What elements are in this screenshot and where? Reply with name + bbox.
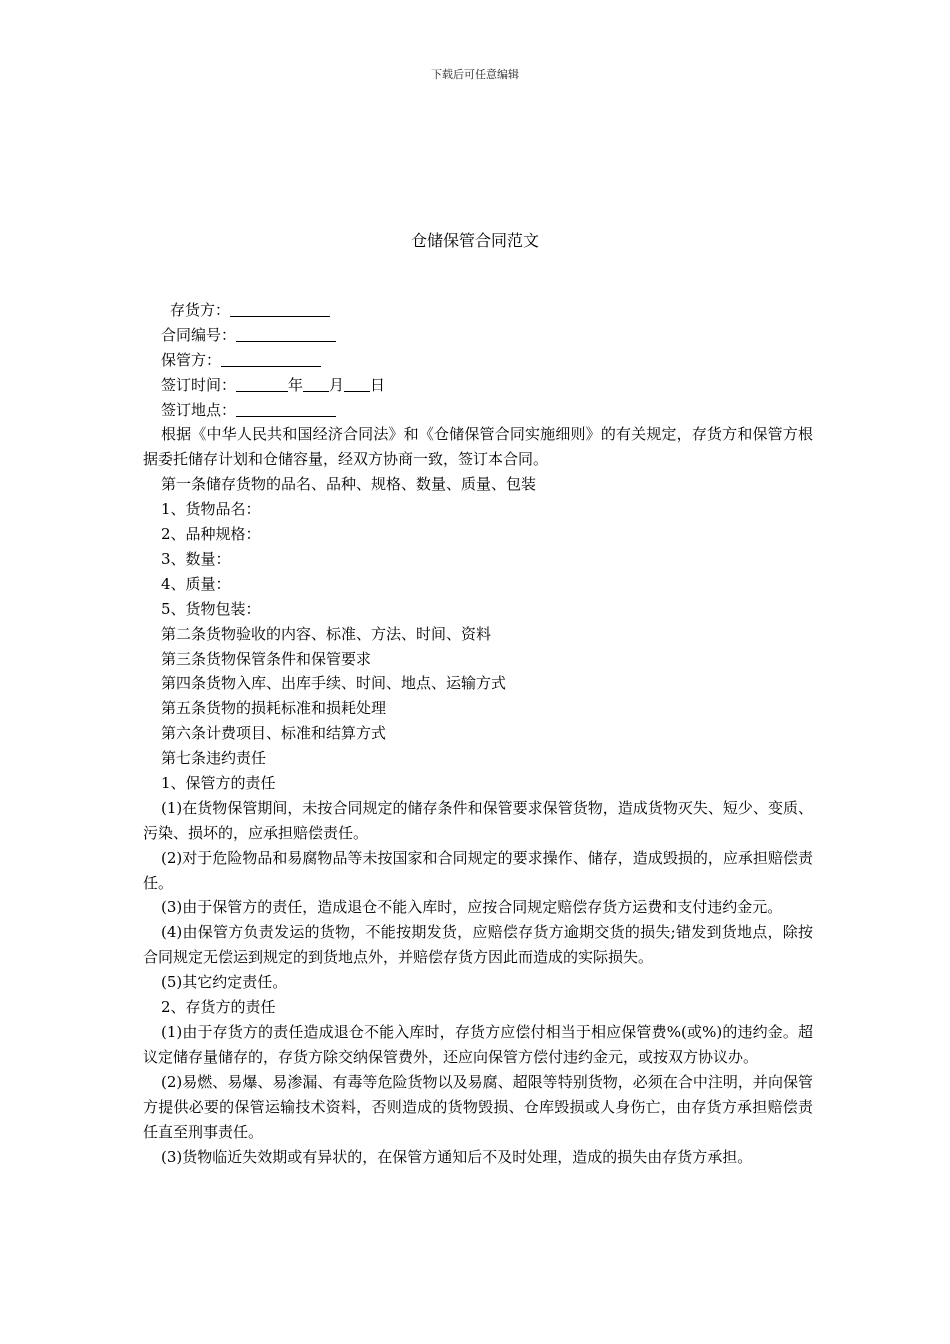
page-header-note: 下载后可任意编辑: [431, 68, 519, 81]
field-label: 存货方：: [170, 301, 231, 319]
field-label: 签订地点：: [161, 400, 237, 419]
article-1-heading: 第一条储存货物的品名、品种、规格、数量、质量、包装: [161, 475, 537, 494]
field-sign-place: [143, 398, 813, 423]
article-1-item: 2、品种规格：: [161, 525, 261, 544]
document-title: 仓储保管合同范文: [410, 231, 539, 250]
article-1-item: 4、质量：: [161, 574, 231, 593]
article-1-item: 1、货物品名：: [161, 500, 261, 519]
keeper-responsibility-item: (2)对于危险物品和易腐物品等未按国家和合同规定的要求操作、储存，造成毁损的，应承担赔偿责任。: [143, 848, 813, 892]
keeper-responsibility-item: (4)由保管方负责发运的货物，不能按期发货，应赔偿存货方逾期交货的损失;错发到货地点，除按合同规定无偿运到规定的到货地点外，并赔偿存货方因此而造成的实际损失。: [143, 923, 813, 967]
article-5-heading: 第五条货物的损耗标准和损耗处理: [161, 699, 387, 718]
field-label: 保管方：: [161, 350, 222, 369]
fill-in-blank: [236, 401, 336, 417]
document-body: [143, 298, 813, 1169]
fill-in-blank: [236, 326, 336, 342]
keeper-responsibility-heading: 1、保管方的责任: [161, 773, 276, 792]
depositor-responsibility-item: (1)由于存货方的责任造成退仓不能入库时，存货方应偿付相当于相应保管费%(或%)的违约金。超议定储存量储存的，存货方除交纳保管费外，还应向保管方偿付违约金元，或按双方协议办。: [143, 1022, 813, 1066]
depositor-responsibility-item: (3)货物临近失效期或有异状的，在保管方通知后不及时处理，造成的损失由存货方承担。: [161, 1147, 753, 1166]
article-1-item: 5、货物包装：: [161, 599, 261, 618]
keeper-responsibility-item: (3)由于保管方的责任，造成退仓不能入库时，应按合同规定赔偿存货方运费和支付违约金元。: [161, 898, 783, 917]
field-label: 合同编号：: [161, 325, 237, 344]
keeper-responsibility-item: (5)其它约定责任。: [161, 973, 288, 992]
fill-in-blank: [303, 376, 329, 392]
fill-in-blank: [344, 376, 370, 392]
depositor-responsibility-heading: 2、存货方的责任: [161, 998, 276, 1017]
article-6-heading: 第六条计费项目、标准和结算方式: [161, 724, 387, 743]
field-contract-no: [143, 323, 813, 348]
article-2-heading: 第二条货物验收的内容、标准、方法、时间、资料: [161, 624, 492, 643]
field-depositor: [143, 298, 813, 323]
article-1-item: 3、数量：: [161, 549, 231, 568]
keeper-responsibility-item: (1)在货物保管期间，未按合同规定的储存条件和保管要求保管货物，造成货物灭失、短少、变质、污染、损坏的，应承担赔偿责任。: [143, 798, 813, 842]
day-label: 日: [370, 375, 386, 394]
article-7-heading: 第七条违约责任: [161, 749, 267, 768]
depositor-responsibility-item: (2)易燃、易爆、易渗漏、有毒等危险货物以及易腐、超限等特别货物，必须在合中注明，并向保管方提供必要的保管运输技术资料，否则造成的货物毁损、仓库毁损或人身伤亡，由存货方承担赔偿责任直至刑事责任。: [143, 1072, 813, 1141]
fill-in-blank: [230, 301, 330, 317]
field-keeper: [143, 348, 813, 373]
field-label: 签订时间：: [161, 375, 237, 394]
month-label: 月: [329, 375, 345, 394]
intro-paragraph: 根据《中华人民共和国经济合同法》和《仓储保管合同实施细则》的有关规定，存货方和保管方根据委托储存计划和仓储容量，经双方协商一致，签订本合同。: [143, 425, 813, 469]
fill-in-blank: [236, 376, 288, 392]
article-4-heading: 第四条货物入库、出库手续、时间、地点、运输方式: [161, 674, 507, 693]
article-3-heading: 第三条货物保管条件和保管要求: [161, 649, 372, 668]
fill-in-blank: [221, 351, 321, 367]
field-sign-time: [143, 373, 813, 398]
year-label: 年: [288, 375, 304, 394]
